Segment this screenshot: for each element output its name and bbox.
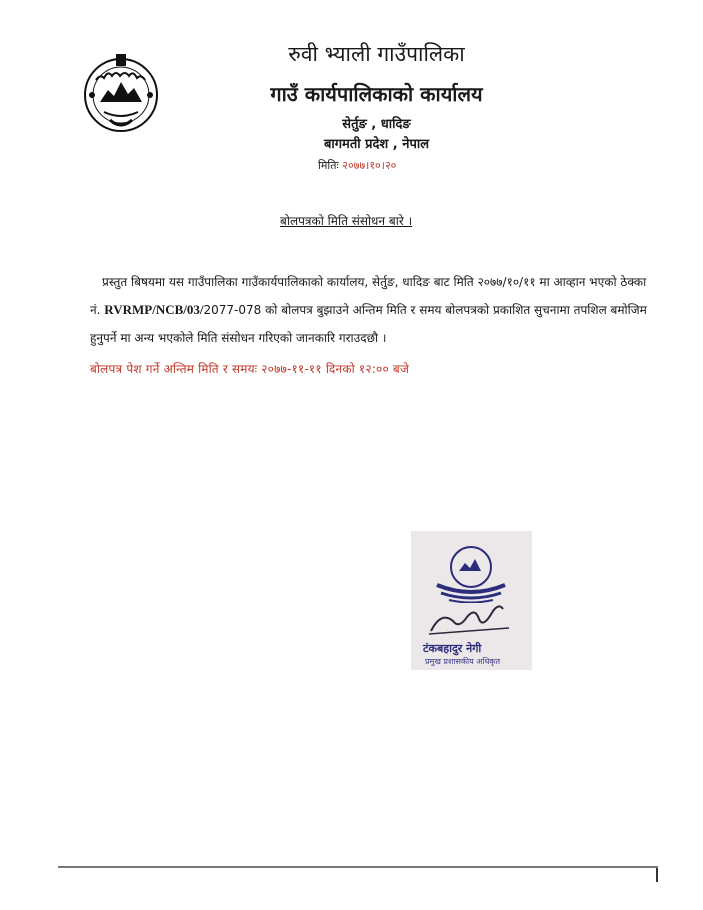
footer-divider: [58, 866, 658, 868]
footer-tick: [656, 868, 658, 882]
body-text-part2: को बोलपत्र बुझाउने अन्तिम मिति र समय बोलपत्रको प्रकाशित सुचनामा तपशिल बमोजिम हुनुपर्ने मा अन्य भएकोले मिति संसोधन गरिएको जानकारि गराउदछौ ।: [90, 303, 647, 345]
signatory-designation: प्रमुख प्रशासकीय अधिकृत: [425, 657, 501, 666]
contract-number: RVRMP/NCB/03/: [104, 302, 204, 317]
municipality-name: रुवी भ्याली गाउँपालिका: [288, 42, 465, 66]
official-stamp: [411, 531, 532, 670]
office-location: सेर्तुङ , धादिङ: [342, 117, 411, 132]
body-text-part1: प्रस्तुत बिषयमा यस गाउँपालिका गाउँकार्यपालिकाको कार्यालय, सेर्तुङ, धादिङ बाट मिति २०७७/१०/११ मा आव्हान भएको ठेक्का नं.: [90, 275, 647, 317]
date-value: २०७७।१०।२०: [342, 159, 397, 172]
subject-line: बोलपत्रको मिति संसोधन बारे ।: [280, 214, 413, 228]
date-line: [318, 158, 396, 173]
contract-number-suffix: 2077-078: [203, 303, 262, 317]
office-name: गाउँ कार्यपालिकाको कार्यालय: [270, 82, 483, 106]
signatory-name: टंकबहादुर नेगी: [423, 642, 482, 655]
deadline-notice: बोलपत्र पेश गर्ने अन्तिम मिति र समयः २०७७-११-११ दिनको १२:०० बजे: [90, 362, 410, 376]
signature-icon: [421, 603, 521, 639]
seal-icon: [431, 537, 511, 603]
body-paragraph: [90, 268, 650, 352]
province-name: बागमती प्रदेश , नेपाल: [323, 137, 430, 152]
date-label: मितिः: [318, 159, 339, 172]
